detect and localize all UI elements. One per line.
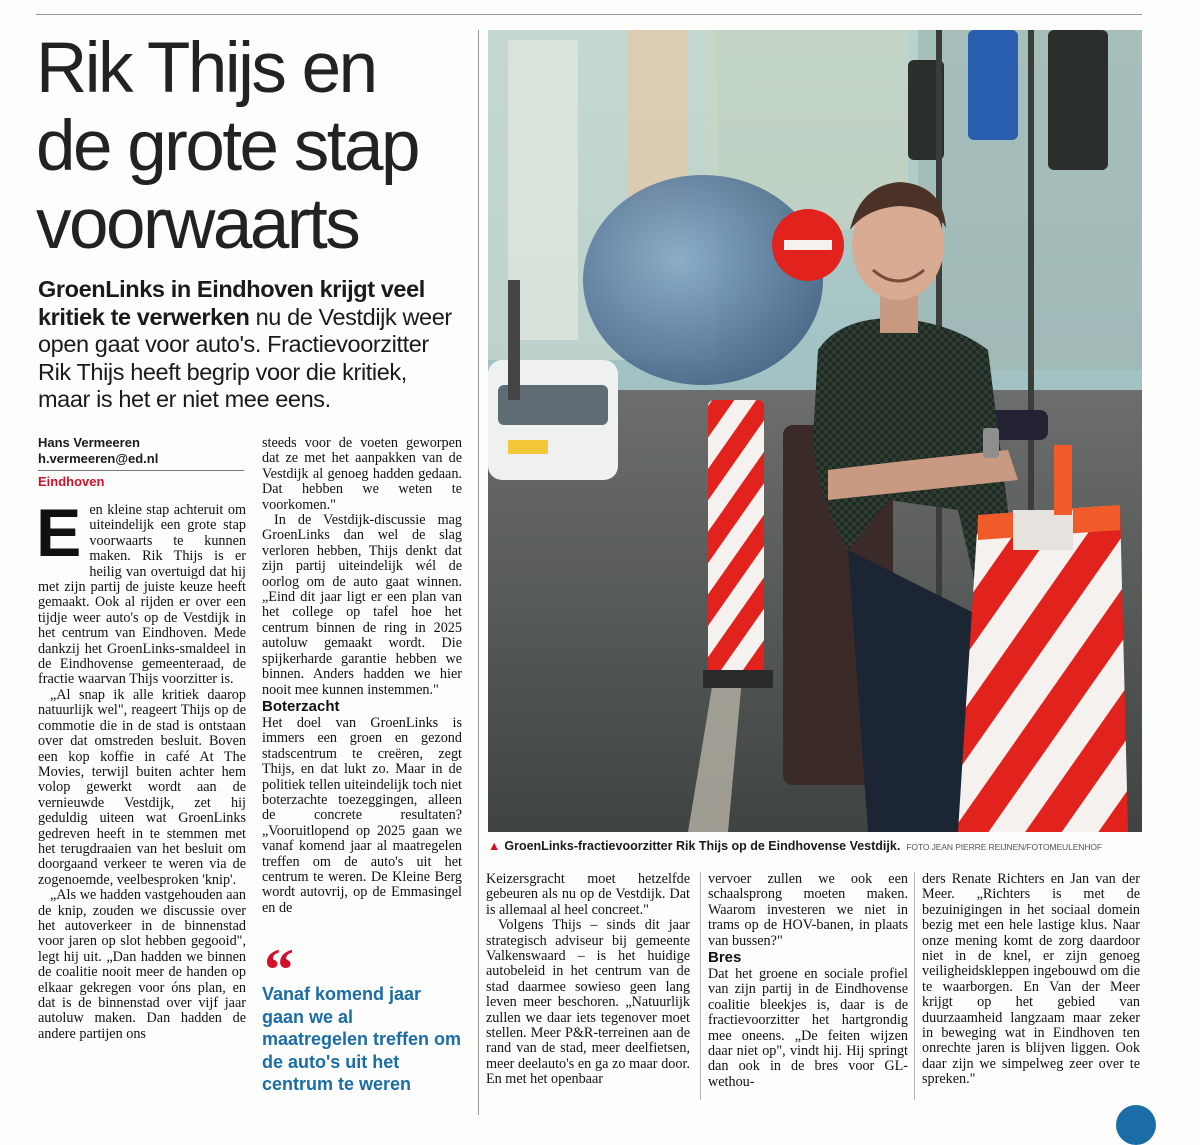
headline <box>36 30 476 264</box>
paragraph: „Als we hadden vastgehouden aan de knip, zouden we discussie over het autoverkeer in de binnenstad voor jaren op slot hebben gegooid", legt hij uit. „Dan hadden we binnen de coalitie nooit meer de handen op elkaar gekregen voor óns plan, en dat is de binnenstad over vijf jaar autoluw maken. Dan hadden de andere partijen ons <box>38 887 246 1042</box>
caption-text: GroenLinks-fractievoorzitter Rik Thijs op de Eindhovense Vestdijk. <box>504 839 901 853</box>
lead-rest: nu de Vestdijk weer open gaat voor auto's. Fractievoorzitter Rik Thijs heeft begrip voor die kritiek, maar is het er niet mee eens. <box>38 303 452 412</box>
paragraph: ders Renate Richters en Jan van der Meer. „Richters is met de bezuinigingen in het sociaal domein bezig met een hele lastige klus. Naar onze mening komt de zorg daardoor niet in de knel, er zijn genoeg veiligheidskleppen ingebouwd om die te waarborgen. En Van der Meer krijgt op het gebied van duurzaamheid langzaam maar zeker in beweging wat in Eindhoven ten onrechte jaren is blijven liggen. Ook daar zijn we simpelweg zeer over te spreken." <box>922 871 1140 1088</box>
drop-cap: E <box>36 495 82 571</box>
lead-bold: GroenLinks in Eindhoven krijgt veel kritiek te verwerken <box>38 276 425 330</box>
paragraph: In de Vestdijk-discussie mag GroenLinks dan wel de slag verloren hebben, Thijs denkt dat zijn partij uiteindelijk wél de oorlog om de auto gaat winnen. „Eind dit jaar ligt er een plan van het college op tafel hoe het centrum binnen de ring in 2025 autoluw gemaakt wordt. Die spijkerharde garantie hebben we binnen. Anders hadden we hier nooit mee kunnen instemmen." <box>262 512 462 698</box>
column-divider <box>700 872 701 1100</box>
byline-rule <box>38 470 244 471</box>
author-name: Hans Vermeeren <box>38 435 140 450</box>
author-email[interactable]: h.vermeeren@ed.nl <box>38 451 159 466</box>
pull-quote: Vanaf komend jaar gaan we al maatregelen treffen om de auto's uit het centrum te weren <box>262 984 462 1094</box>
dateline-location: Eindhoven <box>38 474 105 489</box>
headline-line: de grote stap <box>36 107 418 186</box>
paragraph: en kleine stap achteruit om uiteindelijk een grote stap voorwaarts te kunnen maken. Rik Thijs is er heilig van overtuigd dat hij met zijn partij de juiste keuze heeft gemaakt. Ook al rijden er over een tijdje weer auto's op de Vestdijk in het centrum van Eindhoven. Mede dankzij het GroenLinks-smaldeel in de Eindhovense gemeenteraad, de fractie waarvan Thijs voorzitter is. <box>38 502 246 688</box>
paragraph: steeds voor de voeten geworpen dat ze met het aanpakken van de Vestdijk al genoeg hadden gedaan. Dat hebben we weten te voorkomen." <box>262 435 462 513</box>
headline-line: voorwaarts <box>36 185 359 264</box>
article-column-5 <box>922 872 1140 1088</box>
top-rule <box>36 14 1142 15</box>
quote-mark-icon: “ <box>264 937 294 1003</box>
article-column-4 <box>708 872 908 1090</box>
paragraph: „Al snap ik alle kritiek daarop natuurlijk wel", reageert Thijs op de commotie die in de stad is ontstaan over dat omstreden besluit. Boven een kop koffie in café At The Movies, terwijl buiten achter hem volop gewerkt wordt aan de vernieuwde Vestdijk, zet hij geduldig uiteen wat GroenLinks gedreven heeft in te stemmen met het terugdraaien van het besluit om doorgaand verkeer te weren via de zogenoemde, veelbesproken 'knip'. <box>38 686 246 888</box>
article-photo <box>488 30 1142 832</box>
column-divider <box>914 872 915 1100</box>
headline-line: Rik Thijs en <box>36 29 376 108</box>
paragraph: Dat het groene en sociale profiel van zijn partij in de Eindhovense coalitie bleekjes is, daar is de fractievoorzitter het hartgrondig mee oneens. „De feiten wijzen daar niet op", vindt hij. Hij springt dan ook in de bres voor GL-wethou- <box>708 966 908 1090</box>
article-column-3 <box>486 872 690 1088</box>
subheading: Boterzacht <box>262 697 340 715</box>
article-column-1 <box>36 495 246 1042</box>
subheading: Bres <box>708 949 742 967</box>
paragraph: Keizersgracht moet hetzelfde gebeuren als nu op de Vestdijk. Dat is allemaal al heel concreet." <box>486 871 690 918</box>
paragraph: Volgens Thijs – sinds dit jaar strategisch adviseur bij gemeente Valkenswaard – is het huidige autobeleid in het centrum van de stad daarmee sowieso geen lang leven meer beschoren. „Natuurlijk zullen we daar iets tegenover moet stellen. Meer P&R-terreinen aan de rand van de stad, meer deelfietsen, meer deelauto's en ga zo maar door. En met het openbaar <box>486 917 690 1088</box>
photo-illustration <box>488 30 1142 832</box>
paragraph: Het doel van GroenLinks is immers een groen en gezond stadscentrum te creëren, zegt Thijs, en dat lukt zo. Maar in de politiek tellen uiteindelijk toch niet boterzachte toezeggingen, alleen de concrete resultaten? „Vooruitlopend op 2025 gaan we vanaf komend jaar al maatregelen treffen om de auto's uit het centrum te weren. De Kleine Berg wordt autovrij, op de Emmasingel en de <box>262 714 462 916</box>
photo-credit: FOTO JEAN PIERRE REIJNEN/FOTOMEULENHOF <box>906 842 1102 852</box>
article-column-2 <box>262 436 462 916</box>
triangle-icon: ▲ <box>488 839 501 853</box>
column-divider <box>478 30 479 1115</box>
paragraph: vervoer zullen we ook een schaalsprong moeten maken. Waarom investeren we niet in trams op de HOV-banen, in plaats van bussen?" <box>708 871 908 949</box>
lead-paragraph <box>38 276 463 414</box>
photo-caption <box>488 839 1148 853</box>
corner-badge-icon <box>1116 1105 1156 1145</box>
